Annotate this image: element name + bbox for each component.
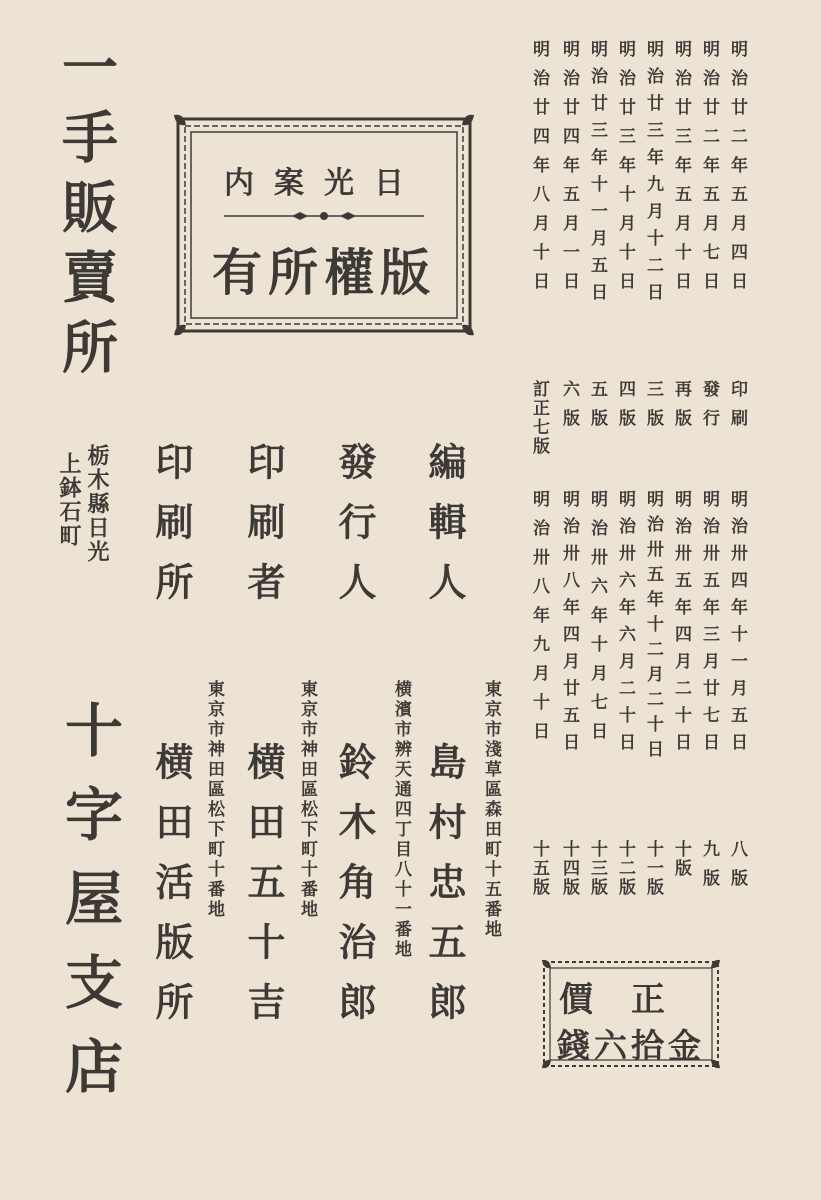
edition-date: 明治廿四年五月一日: [559, 40, 579, 301]
print-shop-address: 東京市神田區松下町十番地: [204, 680, 224, 920]
edition-note: 十二版: [615, 840, 635, 897]
edition-date: 明治卅八年四月廿五日: [559, 490, 579, 760]
printer-address: 東京市神田區松下町十番地: [297, 680, 317, 920]
copyright-notice: 版權所有: [212, 243, 436, 302]
edition-date: 明治卅六年六月二十日: [615, 490, 635, 760]
publisher-address: 横濱市辨天通四丁目八十一番地: [391, 680, 411, 960]
print-shop-name: 横田活版所: [149, 742, 194, 1042]
sole-distributor-heading: 一手販賣所: [53, 38, 119, 388]
edition-date: 明治廿四年八月十日: [529, 40, 549, 301]
distributor-address-line-2: 上鉢石町: [56, 452, 82, 548]
edition-date: 明治卅五年四月二十日: [671, 490, 691, 760]
print-shop-role: 印刷所: [149, 442, 194, 622]
edition-note: 九版: [699, 840, 719, 898]
edition-date: 明治廿三年十月十日: [615, 40, 635, 301]
price-box: [540, 958, 722, 1070]
distributor-name: 十字屋支店: [55, 700, 123, 1120]
edition-date: 明治廿三年十一月五日: [587, 40, 607, 310]
edition-date: 明治廿三年九月十二日: [643, 40, 663, 310]
edition-note: 八版: [727, 840, 747, 898]
publisher-name: 鈴木角治郎: [332, 742, 377, 1042]
edition-date: 明治卅六年十月七日: [587, 490, 607, 751]
edition-date: 明治卅五年十二月二十日: [643, 490, 663, 765]
edition-note: 發行: [699, 380, 719, 438]
price-value: 金拾六錢: [557, 1026, 705, 1065]
edition-note: 印刷: [727, 380, 747, 438]
edition-date: 明治卅五年三月廿七日: [699, 490, 719, 760]
guidebook-title: 日光案内: [224, 166, 424, 201]
edition-date: 明治廿二年五月七日: [699, 40, 719, 301]
editor-address: 東京市淺草區森田町十五番地: [481, 680, 501, 940]
price-label: 正價: [559, 980, 703, 1020]
edition-note: 四版: [615, 380, 635, 438]
edition-date: 明治廿三年五月十日: [671, 40, 691, 301]
distributor-address-line-1: 栃木縣日光: [84, 444, 110, 564]
edition-note: 十四版: [559, 840, 579, 897]
edition-note: 五版: [587, 380, 607, 438]
printer-name: 横田五十吉: [241, 742, 286, 1042]
editor-role: 編輯人: [422, 442, 467, 622]
edition-note: 十三版: [587, 840, 607, 897]
edition-note: 十一版: [643, 840, 663, 897]
publisher-role: 發行人: [332, 442, 377, 622]
edition-date: 明治卅四年十一月五日: [727, 490, 747, 760]
printer-role: 印刷者: [241, 442, 286, 622]
edition-note: 再版: [671, 380, 691, 438]
edition-note: 六版: [559, 380, 579, 438]
edition-date: 明治廿二年五月四日: [727, 40, 747, 301]
edition-note: 三版: [643, 380, 663, 438]
edition-note: 十版: [671, 840, 691, 878]
copyright-box: [172, 113, 476, 337]
edition-note: 十五版: [529, 840, 549, 897]
edition-note: 訂正七版: [529, 380, 549, 456]
edition-date: 明治卅八年九月十日: [529, 490, 549, 751]
editor-name: 島村忠五郎: [422, 742, 467, 1042]
